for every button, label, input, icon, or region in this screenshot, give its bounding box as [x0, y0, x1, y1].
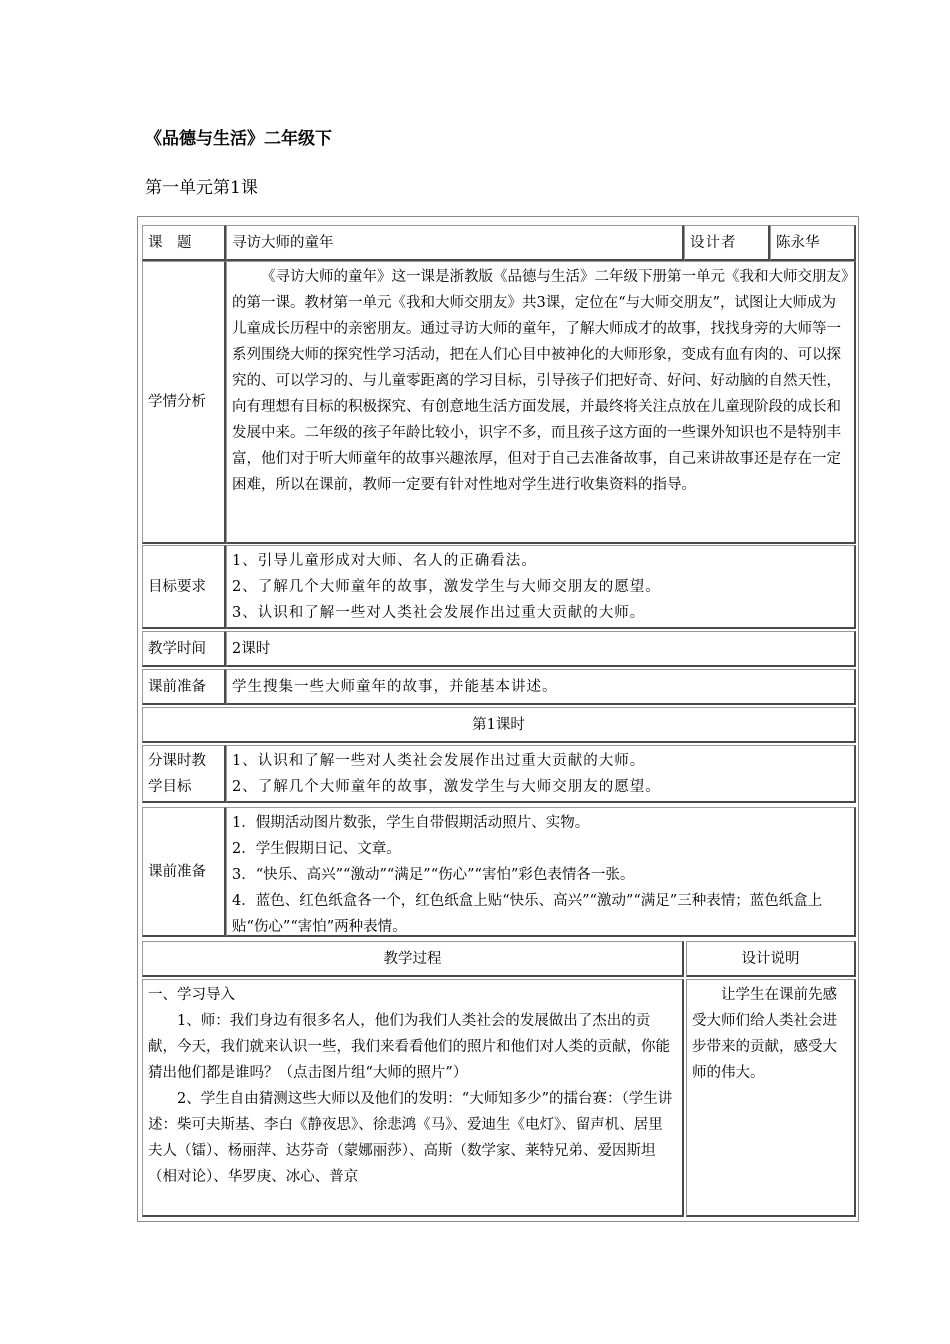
topic-value-cell	[226, 225, 684, 261]
notes-header-cell	[686, 941, 856, 977]
analysis-label-cell	[142, 261, 226, 544]
analysis-label: 学情分析	[148, 394, 206, 410]
lesson-prep-item: 2．学生假期日记、文章。	[232, 841, 401, 857]
time-label-cell	[142, 631, 226, 667]
goal-item: 3、认识和了解一些对人类社会发展作出过重大贡献的大师。	[232, 605, 646, 621]
lesson-prep-label: 课前准备	[148, 863, 206, 880]
lesson-goal-item: 2、了解几个大师童年的故事，激发学生与大师交朋友的愿望。	[232, 779, 661, 795]
topic-label-cell	[142, 225, 226, 261]
process-header: 教学过程	[383, 951, 442, 967]
lesson-prep-label-cell	[142, 807, 226, 937]
time-value: 2课时	[232, 640, 271, 657]
lesson-header: 第1课时	[472, 717, 525, 733]
process-header-cell	[142, 941, 684, 977]
lesson-prep-cell	[226, 807, 856, 937]
process-step: 1、师：我们身边有很多名人，他们为我们人类社会的发展做出了杰出的贡献，今天，我们就来认识一些，我们来看看他们的照片和他们对人类的贡献，你能猜出他们都是谁吗？（点击图片组“大师的照片”）	[148, 1013, 670, 1081]
time-label: 教学时间	[148, 640, 206, 657]
lesson-header-cell	[142, 707, 856, 743]
analysis-text-cell	[226, 261, 856, 544]
lesson-goals-label-cell	[142, 745, 226, 803]
designer-value-cell	[770, 225, 856, 261]
notes-header: 设计说明	[741, 951, 800, 967]
designer-label-cell	[684, 225, 770, 261]
prep-label-cell	[142, 669, 226, 705]
designer-label: 设计者	[690, 234, 737, 251]
document-subtitle: 第一单元第1课	[145, 178, 258, 198]
design-notes: 让学生在课前先感受大师们给人类社会进步带来的贡献，感受大师的伟大。	[692, 987, 837, 1081]
lesson-prep-item: 4．蓝色、红色纸盒各一个，红色纸盒上贴“快乐、高兴”“激动”“满足”三种表情；蓝色纸盒上贴“伤心”“害怕”两种表情。	[232, 893, 823, 935]
prep-value: 学生搜集一些大师童年的故事，并能基本讲述。	[232, 678, 558, 695]
goal-item: 1、引导儿童形成对大师、名人的正确看法。	[232, 553, 537, 569]
lesson-goals-cell	[226, 745, 856, 803]
lesson-goal-item: 1、认识和了解一些对人类社会发展作出过重大贡献的大师。	[232, 753, 646, 769]
goals-label: 目标要求	[148, 578, 206, 595]
goals-cell	[226, 545, 856, 629]
process-cell	[142, 979, 684, 1217]
designer-value: 陈永华	[776, 234, 820, 251]
goals-label-cell	[142, 545, 226, 629]
notes-cell	[686, 979, 856, 1217]
lesson-plan-table	[137, 216, 859, 1222]
document-title: 《品德与生活》二年级下	[145, 129, 332, 149]
prep-label: 课前准备	[148, 678, 206, 695]
analysis-text: 《寻访大师的童年》这一课是浙教版《品德与生活》二年级下册第一单元《我和大师交朋友》的第一课。教材第一单元《我和大师交朋友》共3课，定位在“与大师交朋友”，试图让大师成为儿童成长历程中的亲密朋友。通过寻访大师的童年，了解大师成才的故事，找找身旁的大师等一系列围绕大师的探究性学习活动，把在人们心目中被神化的大师形象，变成有血有肉的、可以探究的、可以学习的、与儿童零距离的学习目标，引导孩子们把好奇、好问、好动脑的自然天性，向有理想有目标的积极探究、有创意地生活方面发展，并最终将关注点放在儿童现阶段的成长和发展中来。二年级的孩子年龄比较小，识字不多，而且孩子这方面的一些课外知识也不是特别丰富，他们对于听大师童年的故事兴趣浓厚，但对于自己去准备故事，自己来讲故事还是存在一定困难，所以在课前，教师一定要有针对性地对学生进行收集资料的指导。	[232, 269, 849, 493]
time-value-cell	[226, 631, 856, 667]
process-step: 2、学生自由猜测这些大师以及他们的发明：“大师知多少”的擂台赛：（学生讲述：柴可夫斯基、李白《静夜思》、徐悲鸿《马》、爱迪生《电灯》、留声机、居里夫人（镭）、杨丽萍、达芬奇（蒙娜丽莎）、高斯（数学家、莱特兄弟、爱因斯坦（相对论）、华罗庚、冰心、普京	[148, 1091, 673, 1185]
topic-value: 寻访大师的童年	[232, 234, 334, 251]
lesson-goals-label: 分课时教学目标	[148, 752, 206, 795]
lesson-prep-item: 3．“快乐、高兴”“激动”“满足”“伤心”“害怕”彩色表情各一张。	[232, 867, 635, 883]
lesson-prep-item: 1．假期活动图片数张，学生自带假期活动照片、实物。	[232, 815, 590, 831]
prep-value-cell	[226, 669, 856, 705]
process-step: 一、学习导入	[148, 987, 235, 1003]
topic-label: 课 题	[148, 234, 192, 251]
goal-item: 2、了解几个大师童年的故事，激发学生与大师交朋友的愿望。	[232, 579, 661, 595]
